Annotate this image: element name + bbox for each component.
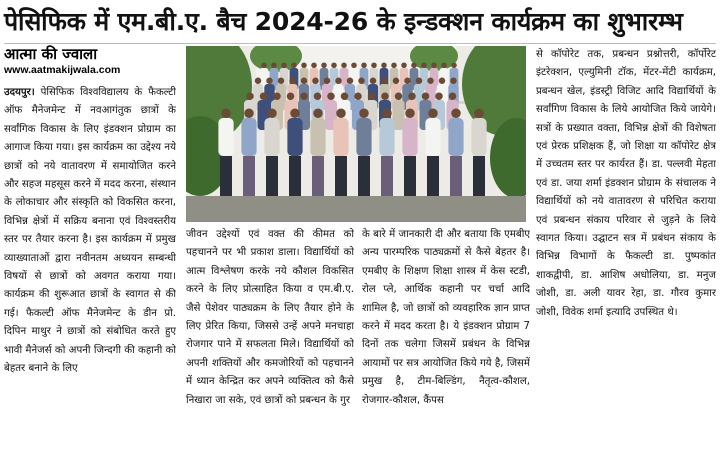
headline-divider (4, 43, 716, 44)
article-column-4: से कॉपोरेट तक, प्रबन्धन प्रश्नोत्तरी, कॉर्पोरेट इंटरेक्शन, एल्युमिनी टॉक, मेंटर-मेंटी कार्यक्रम, प्रबन्धन खेल, इंडस्ट्री विजिट आदि विद्यार्थियों के सर्वांगिण विकास के लिये आयोजित किये जायेगे। सत्रों के प्रख्यात वक्ता, विभिन्न क्षेत्रों की विशेषता एवं प्रेरक प्रशिक्षक हैं, जो शिक्षा या कॉपोरेट क्षेत्र में उच्चतम स्तर पर कार्यरत हैं। डा. पल्लवी मेहता एवं डा. जया शर्मा इंडक्शन प्रोग्राम के संचालक ने विद्यार्थियों को नये वातावरण से परिचित कराया एवं प्रबन्धन संकाय परिवार से जुड़ने के लिये स्वागत किया। उद्घाटन सत्र में प्रबंधन संकाय के विभिन्न विभागों के फैकल्टी डा. पुष्पकांत शाकद्वीपी, डा. आशिष अधोलिया, डा. मनुज जोशी, डा. अली यावर रेहा, डा. गौरव कुमार जोशी, विवेक शर्मा इत्यादि उपस्थित थे। (536, 49, 716, 318)
article-column-2: जीवन उद्देश्यों एवं वक्त की कीमत को पहचानने पर भी प्रकाश डाला। विद्यार्थियों को आत्म विश्लेषण करके नये कौशल विकसित करने के लिए प्रोत्साहित किया व एम.बी.ए. जैसे पेशेवर पाठ्यक्रम के लिए तैयार होने के लिए प्रेरित किया, जिससे उन्हें अपने मनचाहा रोजगार पाने में सफलता मिले। विद्यार्थियों को अपनी शक्तियों और कमजोरियों को पहचानने में ध्यान केन्द्रित कर अपने व्यक्तित्व को कैसे निखारा जा सके, एवं छात्रों को प्रबन्धन के गुर (186, 229, 354, 406)
brand-url: www.aatmakijwala.com (4, 64, 121, 76)
masthead (4, 46, 176, 82)
dateline: उदयपुर। (4, 87, 35, 98)
column-1-text: पेसिफिक विश्वविद्यालय के फैकल्टी ऑफ मैनेजमेन्ट में नवआगंतुक छात्रों के सर्वांगिक विकास के लिए इंडक्शन प्रोग्राम का आगाज किया गया। इस कार्यक्रम का उद्देश्य नये छात्रों को नये वातावरण में समायोजित करने और सहज महसूस करने में मदद करना, संस्थान के लोकाचार और संस्कृति को विकसित करना, विभिन्न क्षेत्रों में सक्रिय बनाना एवं विश्वस्तरीय स्तर पर तैयार करना है। इस कार्यक्रम में प्रमुख व्याख्याताओं द्वारा नवीनतम अध्ययन सम्बन्धी विषयों से छात्रों को अवगत कराया गया। कार्यक्रम की शुरूआत छात्रों के स्वागत से की गई। फैकल्टी ऑफ मैनेजमेन्ट के डीन प्रो. दिपिन माथुर ने छात्रों को संबोधित करते हुए भावी मैनेजर्स को अपनी जिन्दगी की कहानी को बेहतर बनाने के लिए (4, 87, 176, 375)
headline: पेसिफिक में एम.बी.ए. बैच 2024-26 के इन्डक्शन कार्यक्रम का शुभारम्भ (4, 7, 683, 36)
group-photo (186, 46, 526, 222)
article-column-3: के बारे में जानकारी दी और बताया कि एमबीए अन्य पारम्परिक पाठ्यक्रमों से कैसे बेहतर है। एमबीए के शिक्षण शिक्षा शास्त्र में केस स्टडी, रोल प्ले, आर्थिक कहानी पर चर्चा आदि शामिल है, जो छात्रों को व्यवहारिक ज्ञान प्राप्त करने में मदद करता है। ये इंडक्शन प्रोग्राम 7 दिनों तक चलेगा जिसमें प्रबंधन के विभिन्न आयामों पर सत्र आयोजित किये गये है, जिसमें प्रमुख है, टीम-बिल्डिंग, नैतृत्व-कौशल, रोजगार-कौशल, कैंपस (362, 229, 530, 406)
brand-name: आत्मा की ज्वाला (4, 45, 98, 63)
article-column-1 (4, 84, 176, 450)
